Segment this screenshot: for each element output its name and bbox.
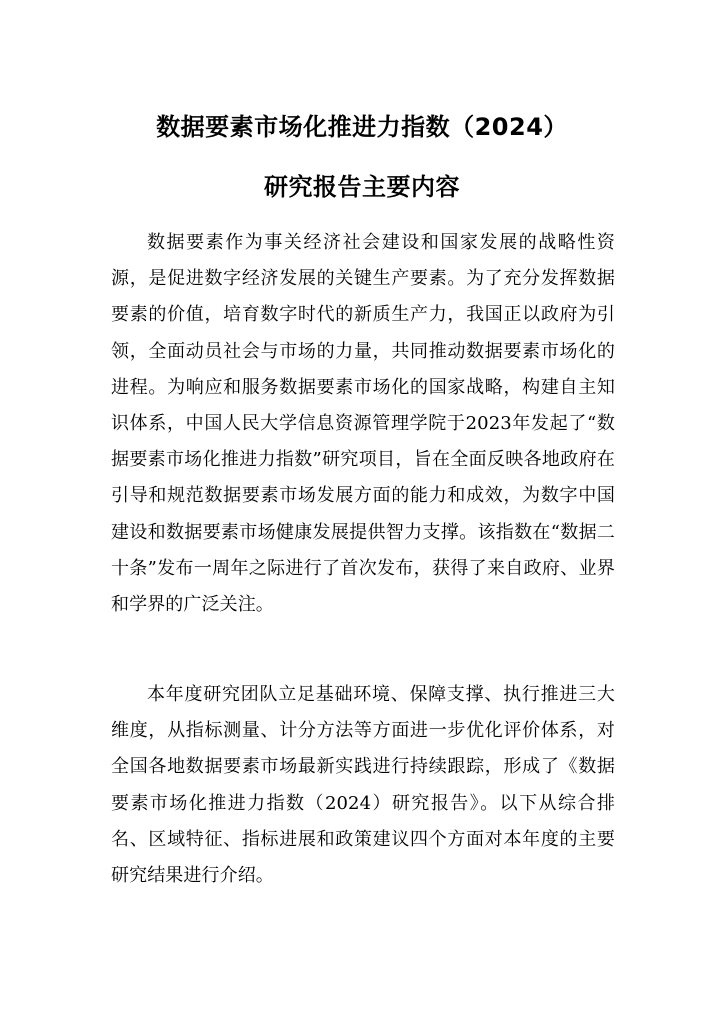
document-title-line-1: 数据要素市场化推进力指数（2024） bbox=[156, 113, 568, 141]
document-title-line-2: 研究报告主要内容 bbox=[264, 173, 460, 201]
body-paragraph-1: 数据要素作为事关经济社会建设和国家发展的战略性资源，是促进数字经济发展的关键生产要素。为了充分发挥数据要素的价值，培育数字时代的新质生产力，我国正以政府为引领，全面动员社会与市场的力量，共同推动数据要素市场化的进程。为响应和服务数据要素市场化的国家战略，构建自主知识体系，中国人民大学信息资源管理学院于2023年发起了“数据要素市场化推进力指数”研究项目，旨在全面反映各地政府在引导和规范数据要素市场发展方面的能力和成效，为数字中国建设和数据要素市场健康发展提供智力支撑。该指数在“数据二十条”发布一周年之际进行了首次发布，获得了来自政府、业界和学界的广泛关注。 bbox=[111, 232, 615, 616]
body-paragraph-2: 本年度研究团队立足基础环境、保障支撑、执行推进三大维度，从指标测量、计分方法等方面进一步优化评价体系，对全国各地数据要素市场最新实践进行持续跟踪，形成了《数据要素市场化推进力指数（2024）研究报告》。以下从综合排名、区域特征、指标进展和政策建议四个方面对本年度的主要研究结果进行介绍。 bbox=[111, 684, 615, 887]
